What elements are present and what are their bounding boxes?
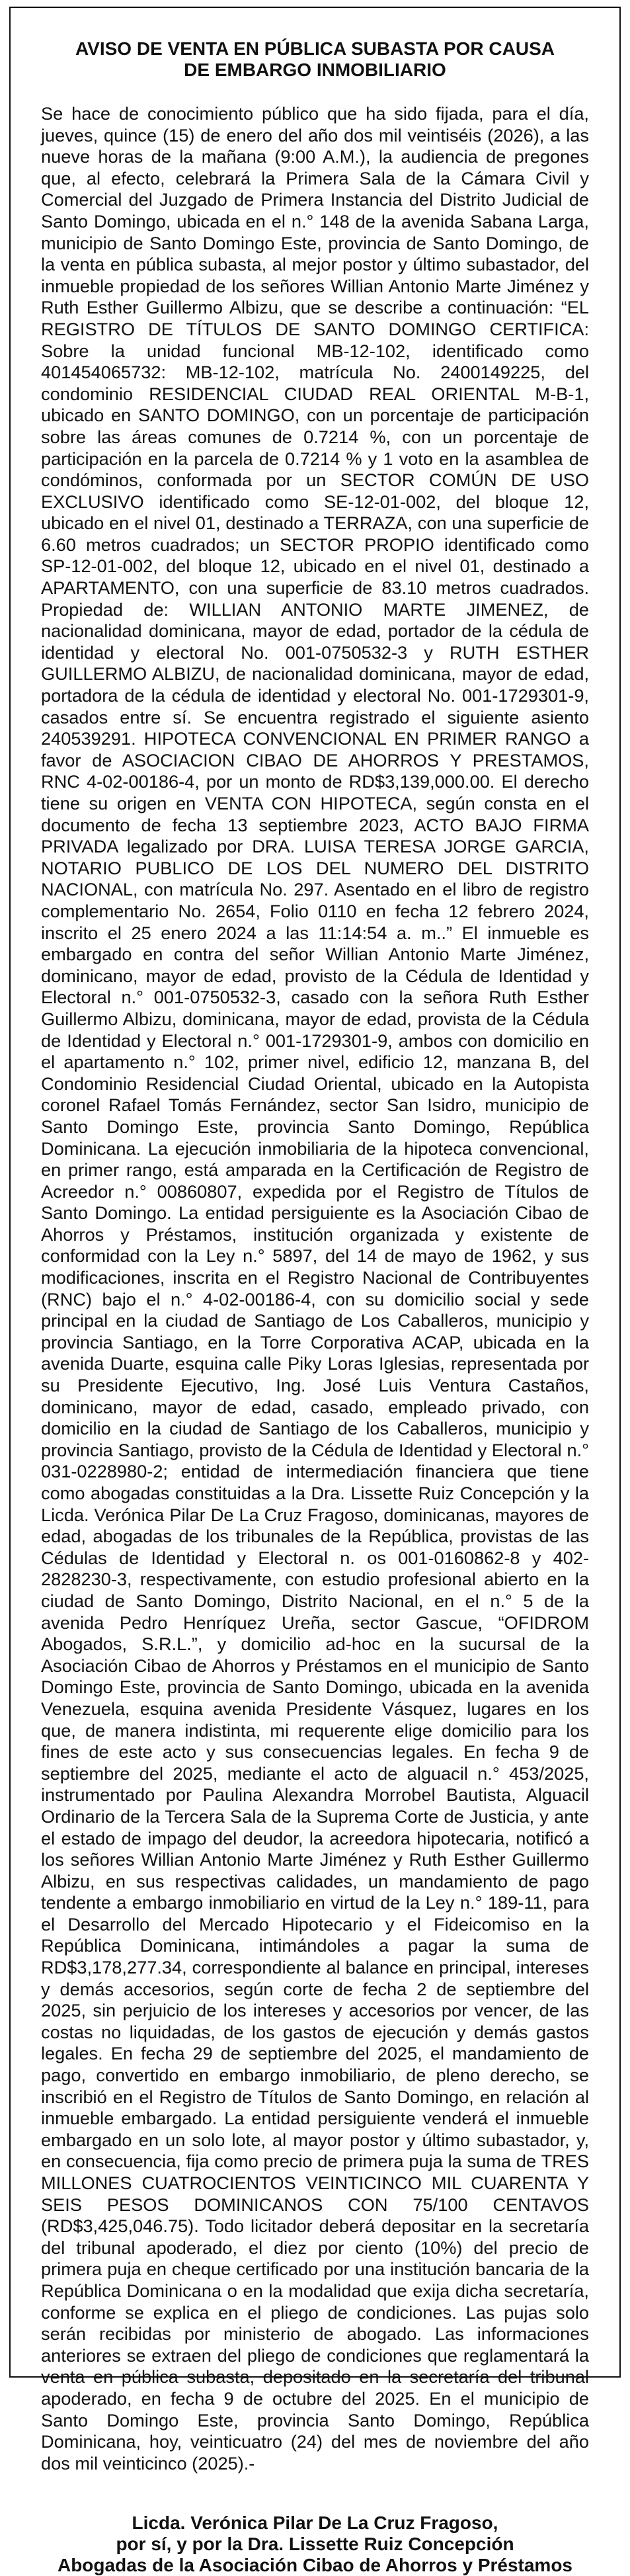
signature-line: Licda. Verónica Pilar De La Cruz Fragoso, — [132, 2513, 498, 2534]
legal-notice — [9, 7, 621, 2576]
notice-signature — [41, 2513, 589, 2576]
notice-title-line: AVISO DE VENTA EN PÚBLICA SUBASTA POR CAUSA — [75, 38, 555, 59]
signature-line: Abogadas de la Asociación Cibao de Ahorros y Préstamos — [57, 2555, 573, 2576]
signature-line: por sí, y por la Dra. Lissette Ruiz Concepción — [116, 2534, 514, 2555]
notice-title — [41, 38, 589, 81]
notice-body: Se hace de conocimiento público que ha sido fijada, para el día, jueves, quince (15) de enero del año dos mil veintiséis (2026), a las nueve horas de la mañana (9:00 A.M.), la audiencia de pregones que, al efecto, celebrará la Primera Sala de la Cámara Civil y Comercial del Juzgado de Primera Instancia del Distrito Judicial de Santo Domingo, ubicada en el n.° 148 de la avenida Sabana Larga, municipio de Santo Domingo Este, provincia de Santo Domingo, de la venta en pública subasta, al mejor postor y último subastador, del inmueble propiedad de los señores Willian Antonio Marte Jiménez y Ruth Esther Guillermo Albizu, que se describe a continuación: “EL REGISTRO DE TÍTULOS DE SANTO DOMINGO CERTIFICA: Sobre la unidad funcional MB-12-102, identificado como 401454065732: MB-12-102, matrícula No. 2400149225, del condominio RESIDENCIAL CIUDAD REAL ORIENTAL M-B-1, ubicado en SANTO DOMINGO, con un porcentaje de participación sobre las áreas comunes de 0.7214 %, con un porcentaje de participación en la parcela de 0.7214 % y 1 voto en la asamblea de condóminos, conformada por un SECTOR COMÚN DE USO EXCLUSIVO identificado como SE-12-01-002, del bloque 12, ubicado en el nivel 01, destinado a TERRAZA, con una superficie de 6.60 metros cuadrados; un SECTOR PROPIO identificado como SP-12-01-002, del bloque 12, ubicado en el nivel 01, destinado a APARTAMENTO, con una superficie de 83.10 metros cuadrados. Propiedad de: WILLIAN ANTONIO MARTE JIMENEZ, de nacionalidad dominicana, mayor de edad, portador de la cédula de identidad y electoral No. 001-0750532-3 y RUTH ESTHER GUILLERMO ALBIZU, de nacionalidad dominicana, mayor de edad, portadora de la cédula de identidad y electoral No. 001-1729301-9, casados entre sí. Se encuentra registrado el siguiente asiento 240539291. HIPOTECA CONVENCIONAL EN PRIMER RANGO a favor de ASOCIACION CIBAO DE AHORROS Y PRESTAMOS, RNC 4-02-00186-4, por un monto de RD$3,139,000.00. El derecho tiene su origen en VENTA CON HIPOTECA, según consta en el documento de fecha 13 septiembre 2023, ACTO BAJO FIRMA PRIVADA legalizado por DRA. LUISA TERESA JORGE GARCIA, NOTARIO PUBLICO DE LOS DEL NUMERO DEL DISTRITO NACIONAL, con matrícula No. 297. Asentado en el libro de registro complementario No. 2654, Folio 0110 en fecha 12 febrero 2024, inscrito el 25 enero 2024 a las 11:14:54 a. m..” El inmueble es embargado en contra del señor Willian Antonio Marte Jiménez, dominicano, mayor de edad, provisto de la Cédula de Identidad y Electoral n.° 001-0750532-3, casado con la señora Ruth Esther Guillermo Albizu, dominicana, mayor de edad, provista de la Cédula de Identidad y Electoral n.° 001-1729301-9, ambos con domicilio en el apartamento n.° 102, primer nivel, edificio 12, manzana B, del Condominio Residencial Ciudad Oriental, ubicado en la Autopista coronel Rafael Tomás Fernández, sector San Isidro, municipio de Santo Domingo Este, provincia Santo Domingo, República Dominicana. La ejecución inmobiliaria de la hipoteca convencional, en primer rango, está amparada en la Certificación de Registro de Acreedor n.° 00860807, expedida por el Registro de Títulos de Santo Domingo. La entidad persiguiente es la Asociación Cibao de Ahorros y Préstamos, institución organizada y existente de conformidad con la Ley n.° 5897, del 14 de mayo de 1962, y sus modificaciones, inscrita en el Registro Nacional de Contribuyentes (RNC) bajo el n.° 4-02-00186-4, con su domicilio social y sede principal en la ciudad de Santiago de Los Caballeros, municipio y provincia Santiago, en la Torre Corporativa ACAP, ubicada en la avenida Duarte, esquina calle Piky Loras Iglesias, representada por su Presidente Ejecutivo, Ing. José Luis Ventura Castaños, dominicano, mayor de edad, casado, empleado privado, con domicilio en la ciudad de Santiago de los Caballeros, municipio y provincia Santiago, provisto de la Cédula de Identidad y Electoral n.° 031-0228980-2; entidad de intermediación financiera que tiene como abogadas constituidas a la Dra. Lissette Ruiz Concepción y la Licda. Verónica Pilar De La Cruz Fragoso, dominicanas, mayores de edad, abogadas de los tribunales de la República, provistas de las Cédulas de Identidad y Electoral n. os 001-0160862-8 y 402-2828230-3, respectivamente, con estudio profesional abierto en la ciudad de Santo Domingo, Distrito Nacional, en el n.° 5 de la avenida Pedro Henríquez Ureña, sector Gascue, “OFIDROM Abogados, S.R.L.”, y domicilio ad-hoc en la sucursal de la Asociación Cibao de Ahorros y Préstamos en el municipio de Santo Domingo Este, provincia de Santo Domingo, ubicada en la avenida Venezuela, esquina avenida Presidente Vásquez, lugares en los que, de manera indistinta, mi requerente elige domicilio para los fines de este acto y sus consecuencias legales. En fecha 9 de septiembre del 2025, mediante el acto de alguacil n.° 453/2025, instrumentado por Paulina Alexandra Morrobel Bautista, Alguacil Ordinario de la Tercera Sala de la Suprema Corte de Justicia, y ante el estado de impago del deudor, la acreedora hipotecaria, notificó a los señores Willian Antonio Marte Jiménez y Ruth Esther Guillermo Albizu, en sus respectivas calidades, un mandamiento de pago tendente a embargo inmobiliario en virtud de la Ley n.° 189-11, para el Desarrollo del Mercado Hipotecario y el Fideicomiso en la República Dominicana, intimándoles a pagar la suma de RD$3,178,277.34, correspondiente al balance en principal, intereses y demás accesorios, según corte de fecha 2 de septiembre del 2025, sin perjuicio de los intereses y accesorios por vencer, de las costas no liquidadas, de los gastos de ejecución y demás gastos legales. En fecha 29 de septiembre del 2025, el mandamiento de pago, convertido en embargo inmobiliario, de pleno derecho, se inscribió en el Registro de Títulos de Santo Domingo, en relación al inmueble embargado. La entidad persiguiente venderá el inmueble embargado en un solo lote, al mayor postor y último subastador, y, en consecuencia, fija como precio de primera puja la suma de TRES MILLONES CUATROCIENTOS VEINTICINCO MIL CUARENTA Y SEIS PESOS DOMINICANOS CON 75/100 CENTAVOS (RD$3,425,046.75). Todo licitador deberá depositar en la secretaría del tribunal apoderado, el diez por ciento (10%) del precio de primera puja en cheque certificado por una institución bancaria de la República Dominicana o en la modalidad que exija dicha secretaría, conforme se explica en el pliego de condiciones. Las pujas solo serán recibidas por ministerio de abogado. Las informaciones anteriores se extraen del pliego de condiciones que reglamentará la venta en pública subasta, depositado en la secretaría del tribunal apoderado, en fecha 9 de octubre del 2025. En el municipio de Santo Domingo Este, provincia Santo Domingo, República Dominicana, hoy, veinticuatro (24) del mes de noviembre del año dos mil veinticinco (2025).- — [41, 103, 589, 2473]
notice-title-line: DE EMBARGO INMOBILIARIO — [184, 60, 446, 80]
